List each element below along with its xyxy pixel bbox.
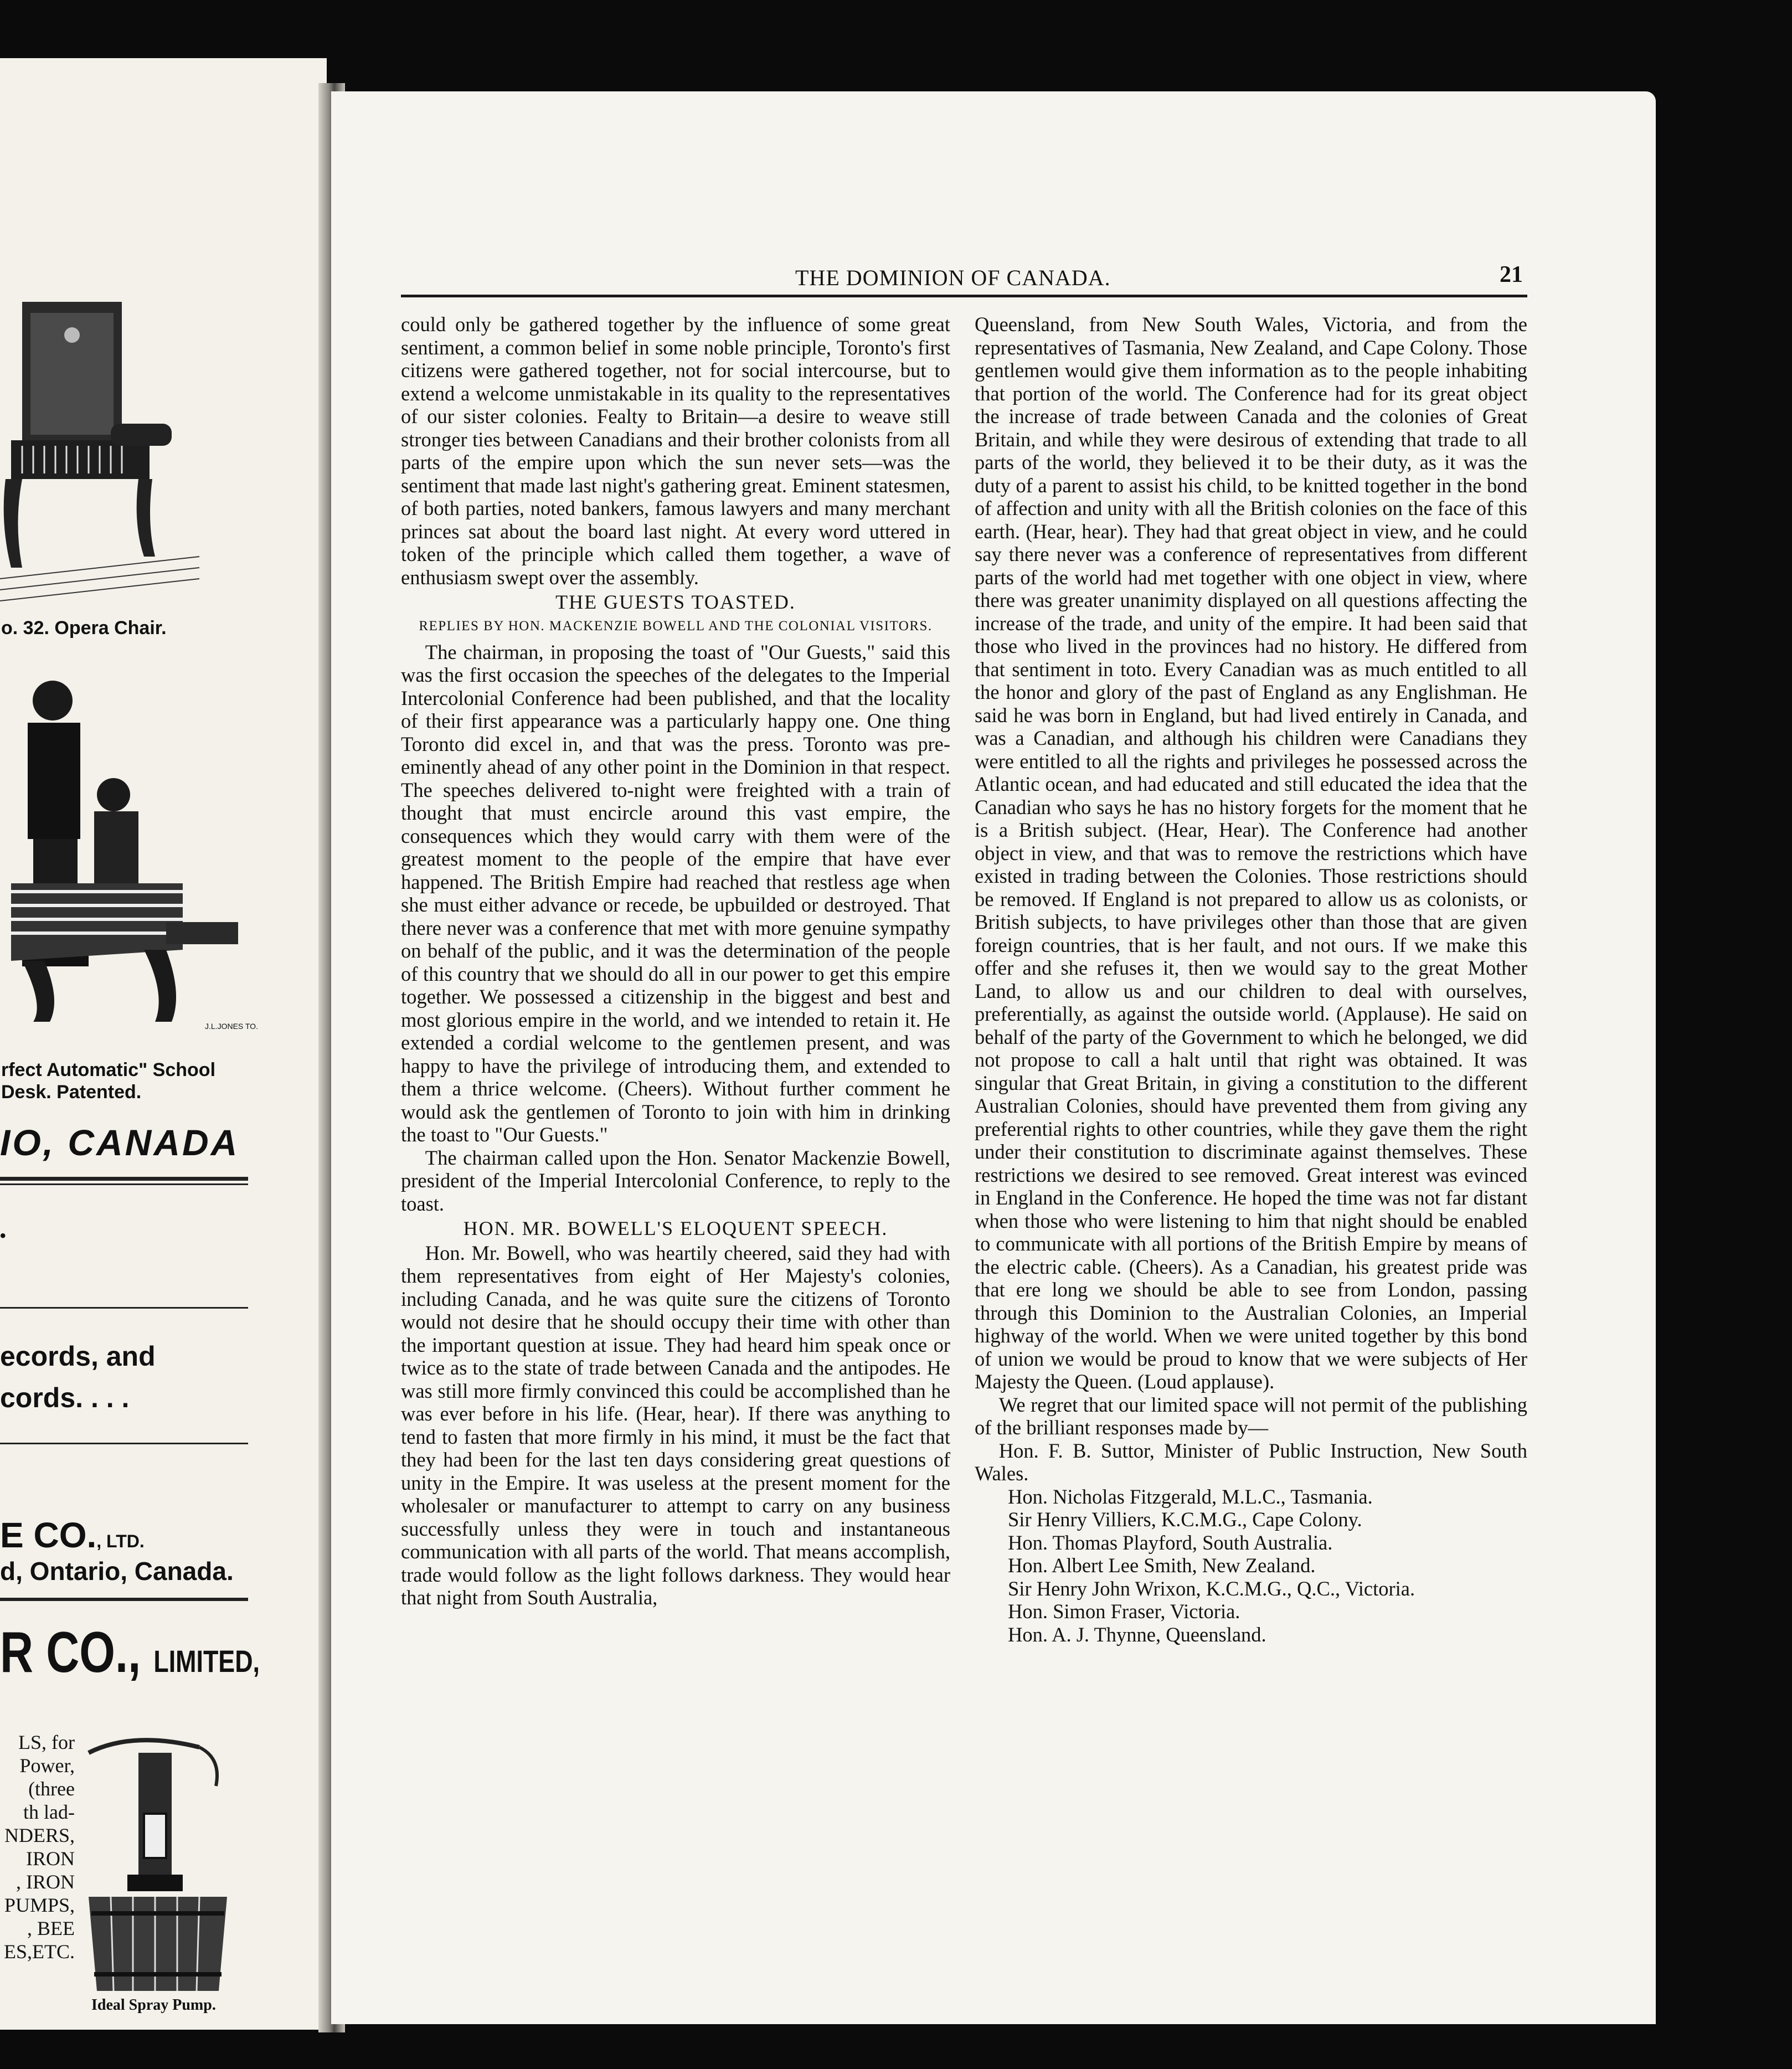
divider	[0, 1183, 248, 1185]
paragraph: Queensland, from New South Wales, Victoria, and from the representatives of Tasmania, New Zealand, and Cape Colony. Those gentlemen would give them information as to the people inhabiting that portion of the world. The Conference had for its great object the increase of trade between Canada and the colonies of Great Britain, and while they were desirous of extending that trade to all parts of the world, they believed it to be their duty, as it was the duty of a parent to assist his child, to be knitted together in the bond of affection and unity with all the British colonies on the face of this earth. (Hear, hear). They had that great object in view, and he could say there never was a conference of representatives from different parts of the world had met together with one object in view, where there was greater unanimity displayed on all questions affecting the increase of the trade, and unity of the empire. It had been said that those who lived in the provinces had no history. He differed from that sentiment in toto. Every Canadian was as much entitled to all the honor and glory of the past of England as any Englishman. He said he was born in England, but had lived entirely in Canada, and was a Canadian, and although his children were Canadians they were entitled to all the rights and privileges he possessed across the Atlantic ocean, and had educated and still educated the idea that the Canadian who says he has no history forgets for the moment that he is a British subject. (Hear, Hear). The Conference had another object in view, and that was to remove the restrictions which have existed in trading between the Colonies. Those restrictions should be removed. If England is not prepared to allow us as colonists, or British subjects, to have privileges other than those that are given foreign countries, that is her fault, and not ours. If we make this offer and she refuses it, then we would say to the great Mother Land, to allow us and our children to deal with ourselves, preferentially, as against the outside world. (Applause). He said on behalf of the party of the Government to which he belonged, we did not propose to call a halt until that right was obtained. It was singular that Great Britain, in giving a constitution to the different Australian Colonies, should have prevented them from giving any preferential rights to other countries, while they gave them the right under their constitution to discriminate against themselves. These restrictions we desired to see removed. Great interest was evinced in England in the Conference. He hoped the time was not far distant when those who were listening to him that night should be enabled to communicate with all portions of the British Empire by means of the electric cable. (Cheers). As a Canadian, his greatest pride was that ere long we should be able to see from London, passing through this Dominion to the Australian Colonies, an Imperial highway of the world. When we were united together by this bond of union we would be proud to know that we were subjects of Her Majesty the Queen. (Loud applause).	[975, 313, 1527, 1393]
list-item: Hon. Thomas Playford, South Australia.	[1008, 1531, 1333, 1554]
paragraph: The chairman called upon the Hon. Senator Mackenzie Bowell, president of the Imperial Intercolonial Conference, to reply to the toast.	[401, 1146, 950, 1215]
list-item: Hon. Nicholas Fitzgerald, M.L.C., Tasmania.	[1008, 1485, 1373, 1508]
divider	[0, 1598, 248, 1601]
company-name	[0, 1515, 145, 1556]
second-company-text: R CO.,	[0, 1620, 141, 1685]
engraver-mark: J.L.JONES TO.	[205, 1022, 258, 1031]
section-heading: THE GUESTS TOASTED.	[555, 591, 796, 613]
paragraph: Hon. Mr. Bowell, who was heartily cheered, said they had with them representatives from eight of Her Majesty's colonies, including Canada, and he was quite sure the citizens of Toronto would not desire that he should occupy their time with other than the important question at issue. They had heard him speak once or twice as to the state of trade between Canada and the antipodes. He was still more firmly convinced this could be accomplished than he was ever before in his life. (Hear, hear). If there was anything to tend to fasten that more firmly in his mind, it must be the fact that they had been for the last ten days considering great questions of unity in the Empire. It was useless at the present moment for the wholesaler or manufacturer to attempt to carry on any business successfully unless they were in touch and instantaneous communication with all parts of the world. That means accomplish, trade would follow as the light follows darkness. They would hear that night from South Australia,	[401, 1241, 950, 1609]
fragment-line: IRON	[26, 1847, 75, 1870]
fragment-line: Power,	[19, 1754, 75, 1777]
delegate-list	[975, 1485, 1527, 1646]
list-item: Hon. Simon Fraser, Victoria.	[1008, 1600, 1240, 1623]
paragraph: The chairman, in proposing the toast of "Our Guests," said this was the first occasion the speeches of the delegates to the Imperial Intercolonial Conference had been published, and that the locality of their first appearance was a particularly happy one. One thing Toronto did excel in, and that was the press. Toronto was pre-eminently ahead of any other point in the Dominion in that respect. The speeches delivered to-night were freighted with a train of thought that must encircle around this vast empire, the consequences which they would carry with them were of the greatest moment to the people of the empire that have ever happened. The British Empire had reached that restless age when she must either advance or recede, be upbuilded or destroyed. That there never was a conference that met with more genuine sympathy on behalf of the public, and it was the determination of the people of this country that we should do all in our power to get this empire together. We possessed a citizenship in the biggest and best and most glorious empire in the world, and we intended to retain it. He extended a cordial welcome to the gentlemen present, and was happy to have the privilege of introducing them, and extended to them a thrice welcome. (Cheers). Without further comment he would ask the gentlemen of Toronto to join with him in drinking the toast to "Our Guests."	[401, 640, 950, 1146]
divider	[0, 1307, 248, 1309]
section-subheading: REPLIES BY HON. MACKENZIE BOWELL AND THE COLONIAL VISITORS.	[419, 618, 933, 634]
fragment-line: LS, for	[18, 1731, 75, 1753]
column-right	[975, 313, 1527, 1646]
canada-heading: IO, CANADA	[0, 1122, 240, 1163]
divider	[0, 1177, 248, 1181]
fragment-line: , BEE	[27, 1917, 75, 1939]
company-name-text: E CO.	[0, 1515, 97, 1555]
header-rule	[401, 295, 1527, 297]
bullet-mark: •	[0, 1227, 6, 1245]
company-ltd: , LTD.	[96, 1531, 145, 1551]
previous-page-fragment	[0, 58, 327, 2030]
list-item: Hon. Albert Lee Smith, New Zealand.	[1008, 1554, 1316, 1577]
school-desk-illustration	[0, 673, 249, 1027]
paragraph: could only be gathered together by the influence of some great sentiment, a common belief in some noble principle, Toronto's first citizens were gathered together, not for social intercourse, but to extend a welcome unmistakable in its quality to the representatives of our sister colonies. Fealty to Britain—a desire to weave still stronger ties between Canadians and their brother colonists from all parts of the empire upon which the sun never sets—was the sentiment that made last night's gathering great. Eminent statesmen, of both parties, noted bankers, famous lawyers and many merchant princes sat about the board last night. At every word uttered in token of the principle which called them together, a wave of enthusiasm swept over the assembly.	[401, 313, 950, 589]
running-head: THE DOMINION OF CANADA.	[795, 265, 1111, 290]
section-heading: HON. MR. BOWELL'S ELOQUENT SPEECH.	[463, 1217, 888, 1239]
fragment-line: (three	[28, 1778, 75, 1800]
fragment-line: NDERS,	[4, 1824, 75, 1846]
company-address: d, Ontario, Canada.	[0, 1557, 234, 1586]
records-line2: cords. . . .	[0, 1382, 130, 1413]
spray-pump-illustration	[78, 1731, 238, 1996]
school-desk-caption-line2: Desk. Patented.	[1, 1082, 142, 1103]
list-item: Sir Henry Villiers, K.C.M.G., Cape Colony.	[1008, 1508, 1362, 1531]
fragment-lines	[0, 1731, 75, 1963]
opera-chair-illustration	[0, 291, 210, 623]
list-item: Hon. A. J. Thynne, Queensland.	[1008, 1623, 1266, 1646]
second-company-name	[0, 1620, 260, 1686]
fragment-line: PUMPS,	[4, 1894, 75, 1916]
column-left	[401, 313, 950, 1609]
school-desk-caption-line1: rfect Automatic" School	[1, 1059, 216, 1080]
pump-caption: Ideal Spray Pump.	[91, 1996, 216, 2014]
page-number: 21	[1500, 262, 1523, 287]
divider	[0, 1443, 248, 1444]
paragraph: We regret that our limited space will not permit of the publishing of the brilliant responses made by—	[975, 1393, 1527, 1439]
records-line1: ecords, and	[0, 1341, 156, 1372]
fragment-line: , IRON	[16, 1871, 75, 1893]
fragment-line: ES,ETC.	[3, 1941, 75, 1963]
opera-chair-caption: o. 32. Opera Chair.	[1, 617, 167, 639]
paragraph: Hon. F. B. Suttor, Minister of Public Instruction, New South Wales.	[975, 1439, 1527, 1485]
list-item: Sir Henry John Wrixon, K.C.M.G., Q.C., Victoria.	[1008, 1577, 1415, 1600]
fragment-line: th lad-	[23, 1801, 75, 1823]
second-company-suffix: LIMITED,	[153, 1644, 260, 1679]
